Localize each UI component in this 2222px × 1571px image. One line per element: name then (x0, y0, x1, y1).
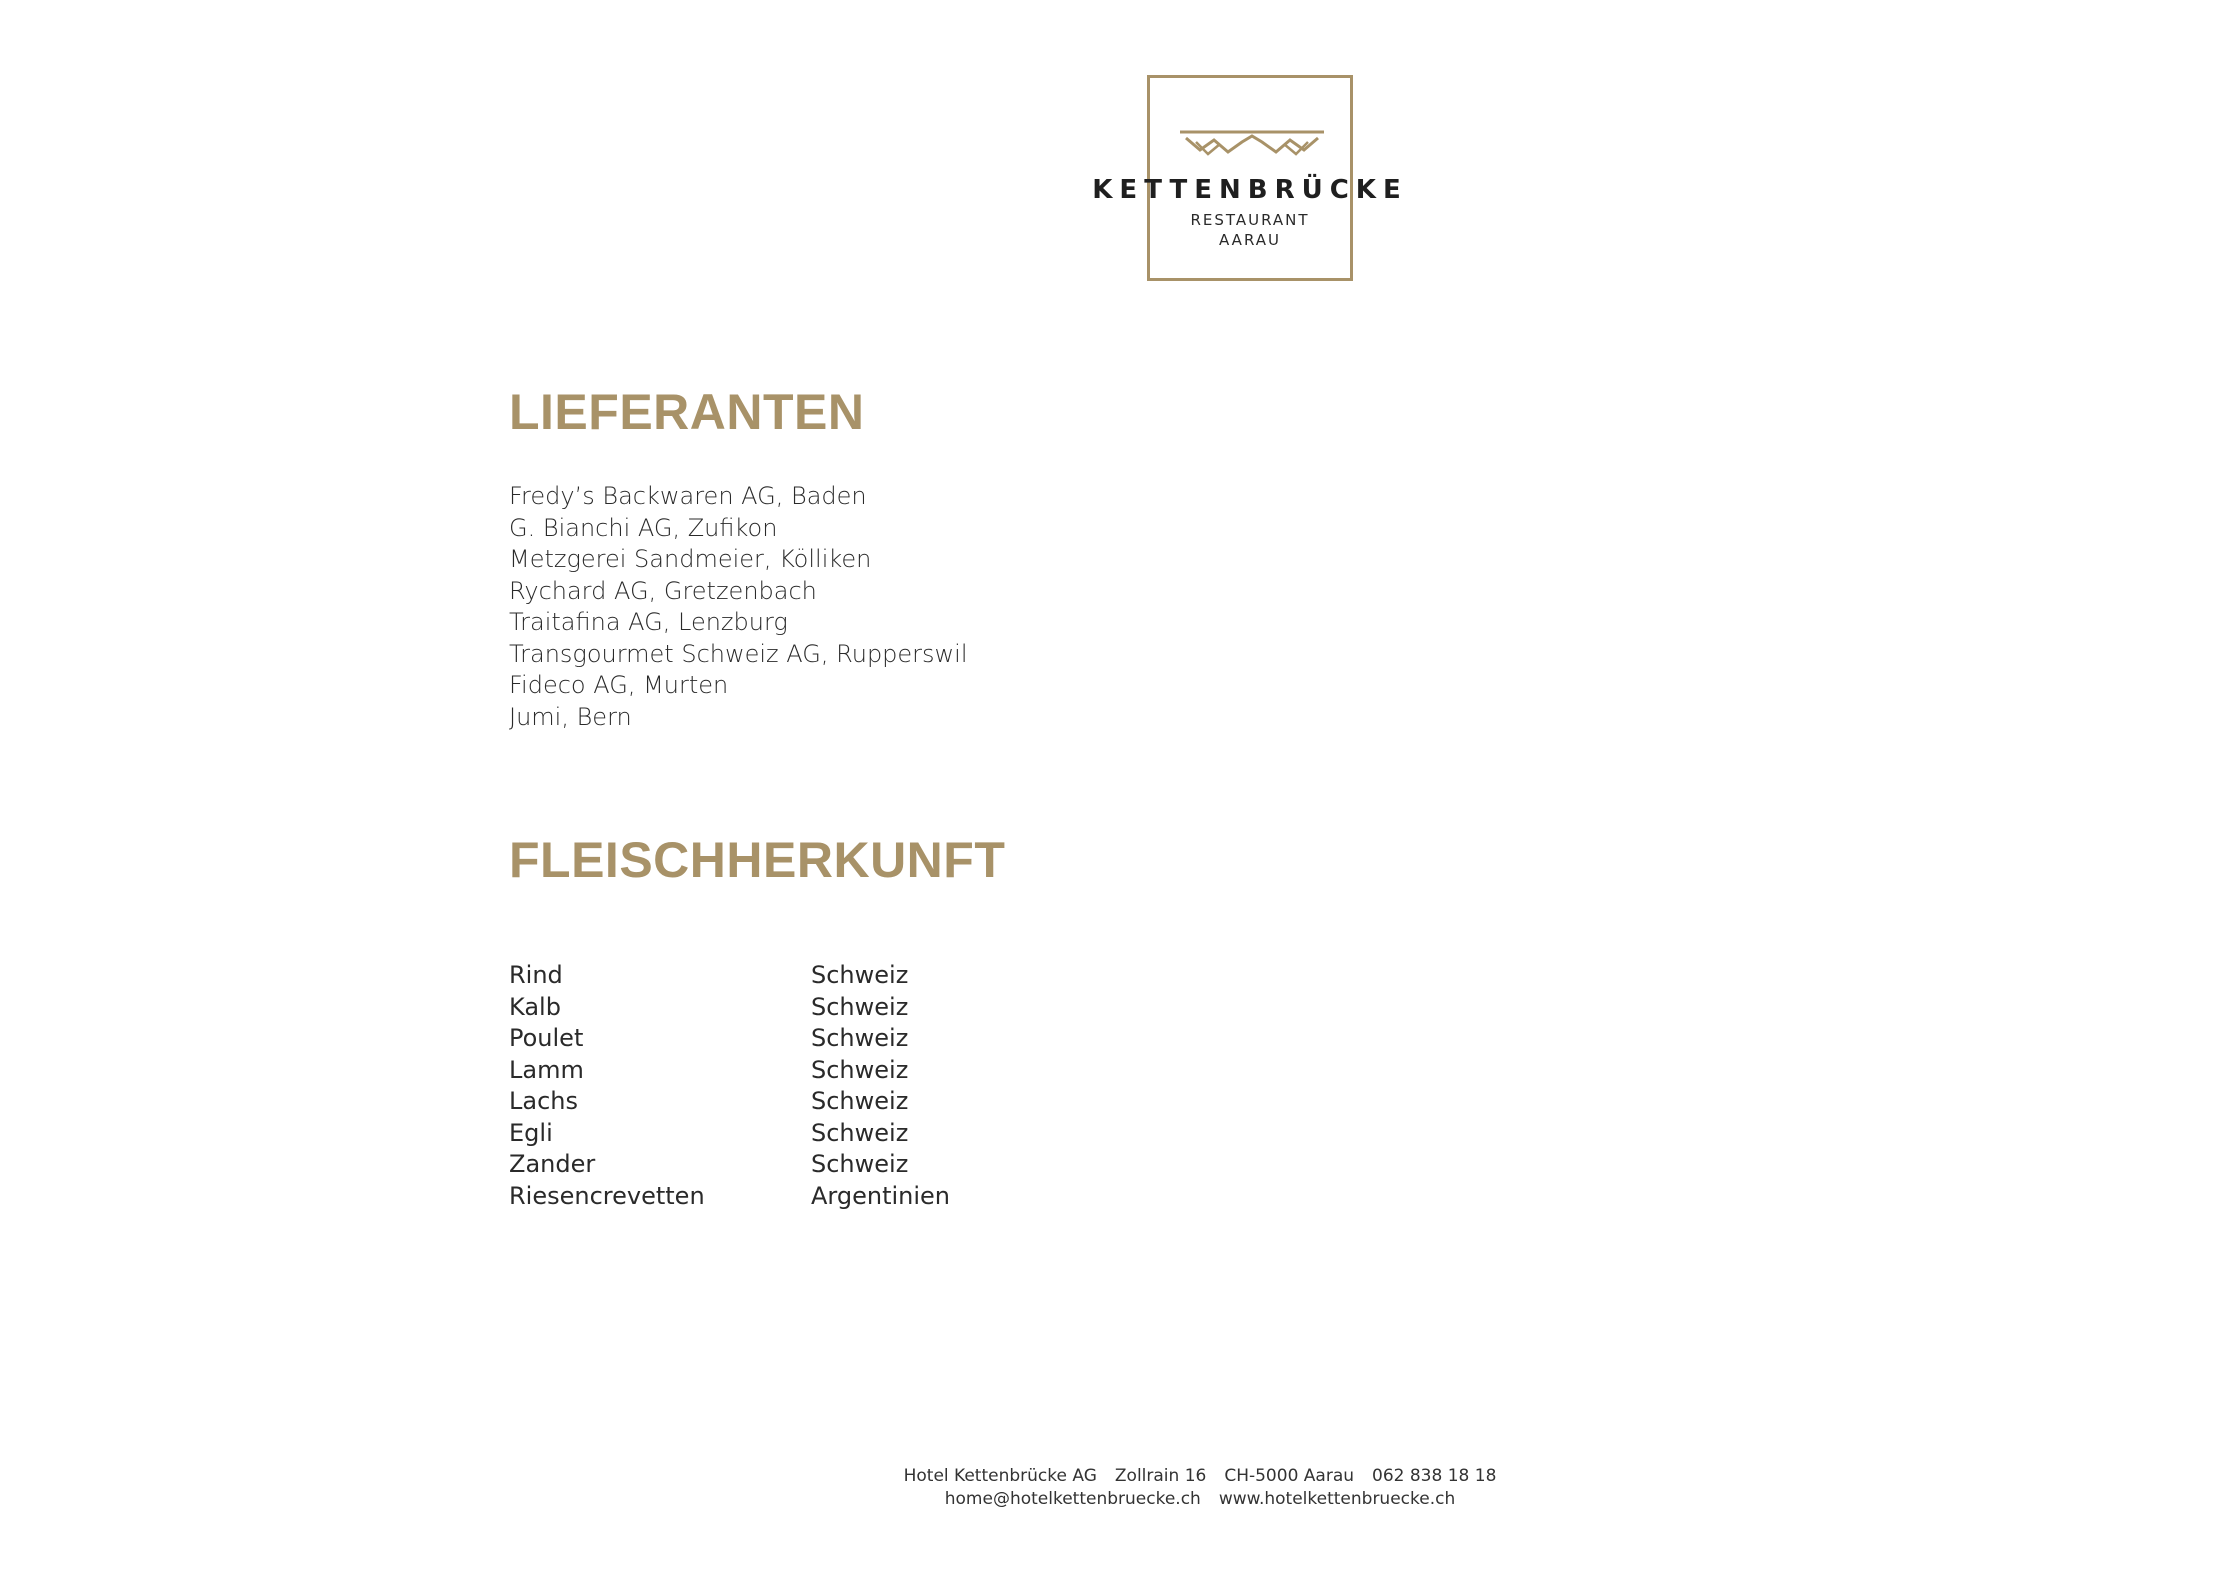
supplier-item: Fredy’s Backwaren AG, Baden (509, 482, 867, 510)
footer-street: Zollrain 16 (1114, 1466, 1207, 1486)
footer-email-link[interactable]: home@hotelkettenbruecke.ch (944, 1489, 1201, 1509)
footer-contact-line (700, 1489, 1700, 1509)
origin-cell: Schweiz (811, 1118, 909, 1147)
meat-cell: Zander (509, 1150, 596, 1178)
supplier-list (509, 481, 968, 733)
table-row (509, 1149, 950, 1181)
supplier-item: Metzgerei Sandmeier, Kölliken (509, 545, 872, 573)
logo-wordmark: KETTENBRÜCKE (1092, 175, 1408, 205)
footer-address-line (700, 1466, 1700, 1486)
origin-cell: Argentinien (811, 1181, 951, 1210)
table-row (509, 1055, 950, 1087)
origin-cell: Schweiz (811, 1055, 909, 1084)
supplier-item: G. Bianchi AG, Zufikon (509, 513, 778, 542)
logo-subtitle-restaurant: RESTAURANT (1190, 211, 1310, 229)
footer-city: CH-5000 Aarau (1224, 1466, 1355, 1486)
suppliers-heading: LIEFERANTEN (509, 384, 865, 440)
origin-cell: Schweiz (811, 1150, 909, 1178)
meat-origin-table (509, 960, 950, 1212)
meat-cell: Kalb (509, 992, 561, 1021)
bridge-logo-icon (1172, 128, 1332, 162)
meat-cell: Riesencrevetten (509, 1181, 705, 1210)
table-row (509, 1118, 950, 1150)
supplier-item: Transgourmet Schweiz AG, Rupperswil (509, 639, 968, 668)
footer-website-link[interactable]: www.hotelkettenbruecke.ch (1218, 1489, 1456, 1509)
origin-cell: Schweiz (811, 992, 909, 1021)
table-row (509, 1023, 950, 1055)
footer-phone[interactable]: 062 838 18 18 (1372, 1466, 1497, 1486)
table-row (509, 992, 950, 1024)
supplier-item: Fideco AG, Murten (509, 671, 729, 699)
meat-cell: Lachs (509, 1087, 578, 1115)
table-row (509, 1181, 950, 1213)
meat-cell: Egli (509, 1118, 553, 1147)
meat-cell: Poulet (509, 1024, 584, 1052)
supplier-item: Traitafina AG, Lenzburg (509, 608, 788, 636)
origin-cell: Schweiz (811, 961, 909, 989)
footer-company: Hotel Kettenbrücke AG (903, 1466, 1097, 1486)
origin-cell: Schweiz (811, 1087, 909, 1115)
meat-origin-heading: FLEISCHHERKUNFT (509, 832, 1006, 888)
supplier-item: Jumi, Bern (509, 702, 632, 731)
origin-cell: Schweiz (811, 1024, 909, 1052)
table-row (509, 960, 950, 992)
logo-subtitle-city: AARAU (1219, 231, 1281, 249)
meat-cell: Lamm (509, 1055, 584, 1084)
meat-cell: Rind (509, 961, 563, 989)
table-row (509, 1086, 950, 1118)
supplier-item: Rychard AG, Gretzenbach (509, 576, 817, 605)
